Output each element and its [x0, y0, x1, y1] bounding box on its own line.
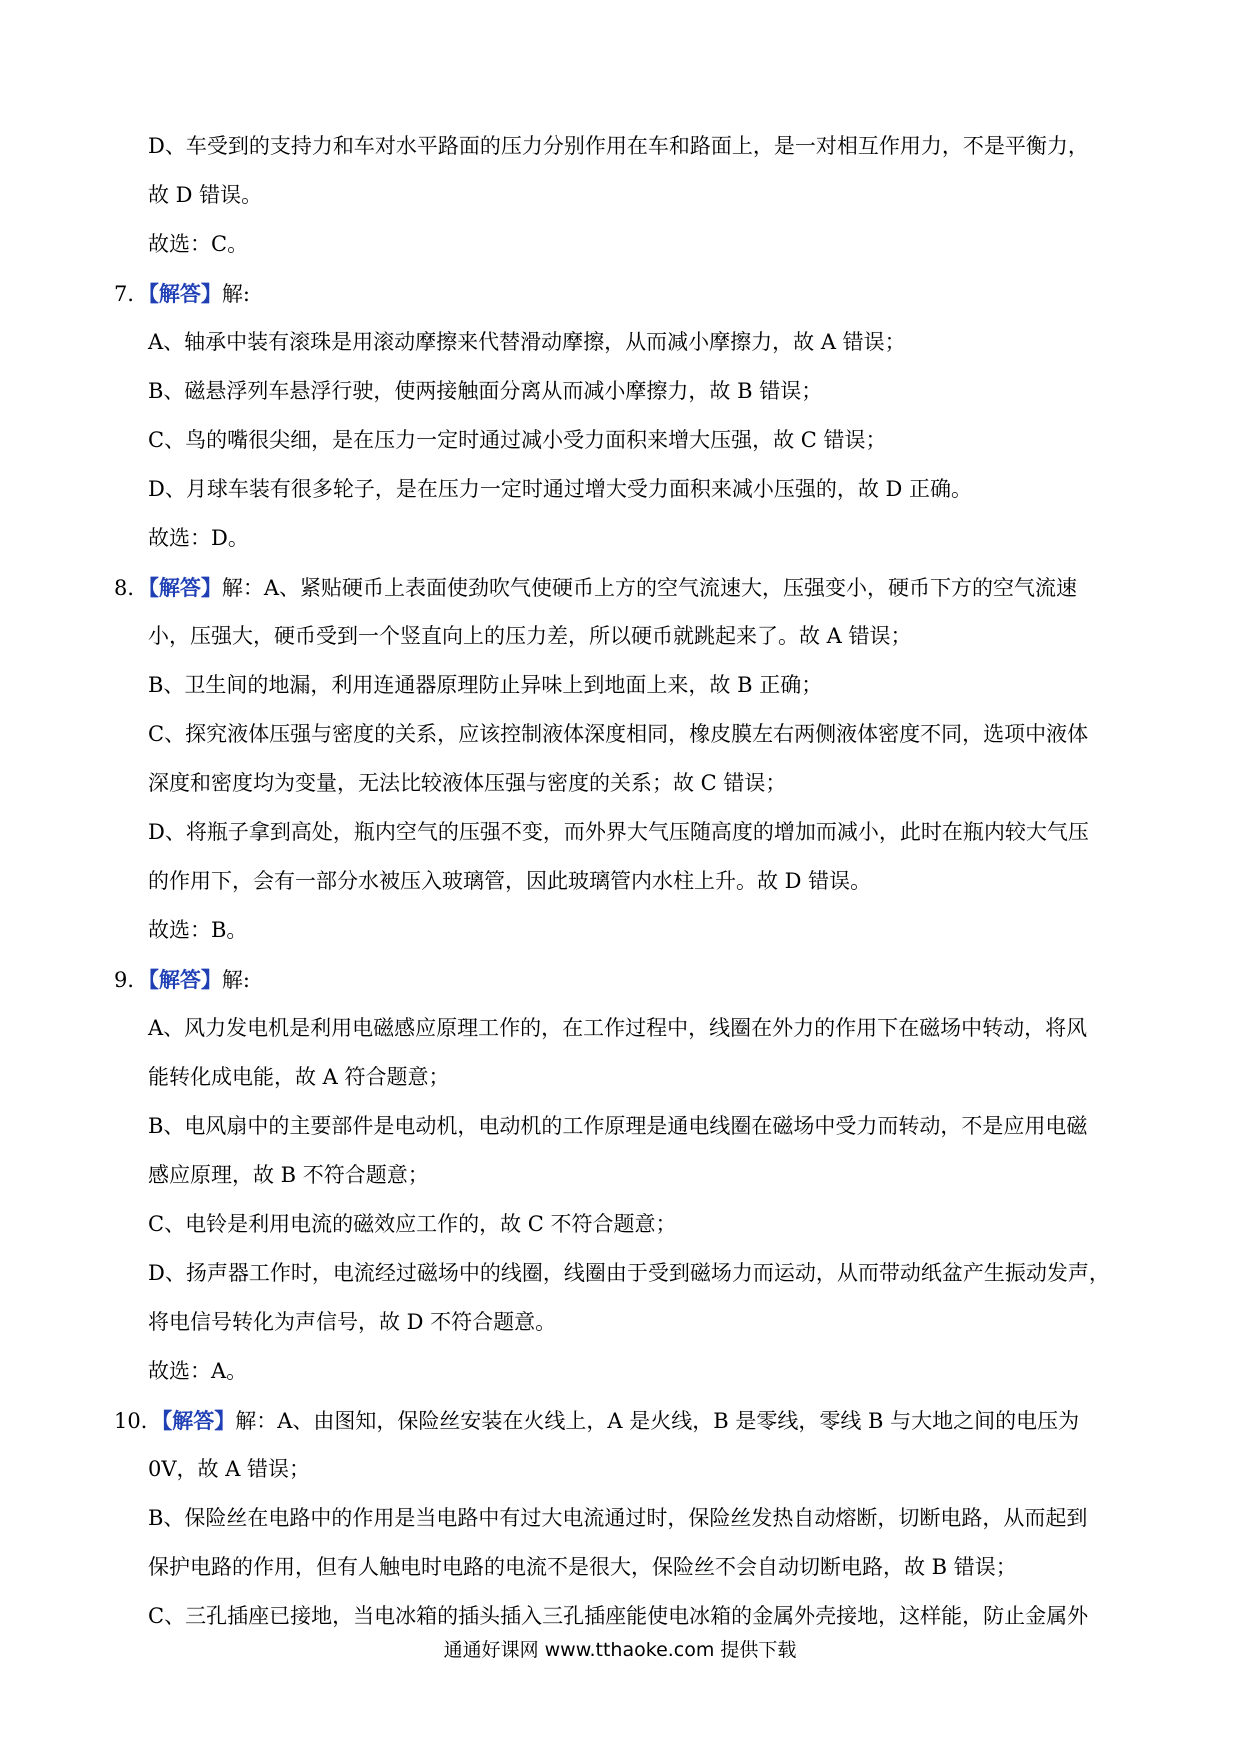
text-line: 故选：D。 [148, 526, 249, 550]
text-line: 0V，故 A 错误； [148, 1457, 311, 1481]
question-number: 8． [114, 576, 149, 600]
text-line: D、将瓶子拿到高处，瓶内空气的压强不变，而外界大气压随高度的增加而减小，此时在瓶内较大气压 [148, 820, 1089, 844]
answer-tag: 【解答】 [161, 1408, 236, 1433]
text-line: 小，压强大，硬币受到一个竖直向上的压力差，所以硬币就跳起来了。故 A 错误； [148, 624, 912, 648]
text-line: 感应原理，故 B 不符合题意； [148, 1163, 429, 1187]
question-first-line: 解：A、紧贴硬币上表面使劲吹气使硬币上方的空气流速大，压强变小，硬币下方的空气流速 [221, 576, 1078, 600]
question-heading [114, 1396, 1134, 1445]
page-footer: 通通好课网 www.tthaoke.com 提供下载 [443, 1639, 797, 1661]
text-line: C、电铃是利用电流的磁效应工作的，故 C 不符合题意； [148, 1212, 677, 1236]
text-line: 保护电路的作用，但有人触电时电路的电流不是很大，保险丝不会自动切断电路，故 B 错误； [148, 1555, 1017, 1579]
text-line: C、探究液体压强与密度的关系，应该控制液体深度相同，橡皮膜左右两侧液体密度不同，选项中液体 [148, 722, 1089, 746]
question-number: 7． [114, 282, 149, 306]
text-line: 故选：B。 [148, 918, 248, 942]
text-line: C、鸟的嘴很尖细，是在压力一定时通过减小受力面积来增大压强，故 C 错误； [148, 428, 887, 452]
text-line: B、电风扇中的主要部件是电动机，电动机的工作原理是通电线圈在磁场中受力而转动，不是应用电磁 [148, 1114, 1088, 1138]
answer-tag: 【解答】 [148, 575, 222, 600]
text-line: 故选：C。 [148, 232, 249, 256]
text-line: C、三孔插座已接地，当电冰箱的插头插入三孔插座能使电冰箱的金属外壳接地，这样能，防止金属外 [148, 1604, 1089, 1628]
question-heading [114, 563, 1134, 612]
text-line: 将电信号转化为声信号，故 D 不符合题意。 [148, 1310, 557, 1334]
text-line: D、月球车装有很多轮子，是在压力一定时通过增大受力面积来减小压强的，故 D 正确。 [148, 477, 973, 501]
text-line: A、风力发电机是利用电磁感应原理工作的，在工作过程中，线圈在外力的作用下在磁场中转动，将风 [148, 1016, 1088, 1040]
text-line: D、扬声器工作时，电流经过磁场中的线圈，线圈由于受到磁场力而运动，从而带动纸盆产生振动发声， [148, 1261, 1110, 1285]
text-line: 故选：A。 [148, 1359, 248, 1383]
question-first-line: 解: [221, 282, 250, 306]
question-number: 9． [114, 968, 149, 992]
question-number: 10． [114, 1409, 162, 1433]
text-line: 故 D 错误。 [148, 183, 263, 207]
text-line: 的作用下，会有一部分水被压入玻璃管，因此玻璃管内水柱上升。故 D 错误。 [148, 869, 872, 893]
text-line: D、车受到的支持力和车对水平路面的压力分别作用在车和路面上，是一对相互作用力，不是平衡力， [148, 134, 1089, 158]
answer-tag: 【解答】 [148, 281, 222, 306]
text-line: 深度和密度均为变量，无法比较液体压强与密度的关系；故 C 错误； [148, 771, 787, 795]
text-line: B、卫生间的地漏，利用连通器原理防止异味上到地面上来，故 B 正确； [148, 673, 823, 697]
answer-tag: 【解答】 [148, 967, 222, 992]
text-line: 能转化成电能，故 A 符合题意； [148, 1065, 450, 1089]
question-first-line: 解：A、由图知，保险丝安装在火线上，A 是火线，B 是零线，零线 B 与大地之间的电压为 [235, 1409, 1080, 1433]
question-heading [114, 955, 1134, 1004]
text-line: B、保险丝在电路中的作用是当电路中有过大电流通过时，保险丝发热自动熔断，切断电路，从而起到 [148, 1506, 1088, 1530]
question-first-line: 解: [221, 968, 250, 992]
text-line: A、轴承中装有滚珠是用滚动摩擦来代替滑动摩擦，从而减小摩擦力，故 A 错误； [148, 330, 906, 354]
answer-text-body [114, 122, 1134, 1641]
question-heading [114, 269, 1134, 318]
text-line: B、磁悬浮列车悬浮行驶，使两接触面分离从而减小摩擦力，故 B 错误； [148, 379, 823, 403]
